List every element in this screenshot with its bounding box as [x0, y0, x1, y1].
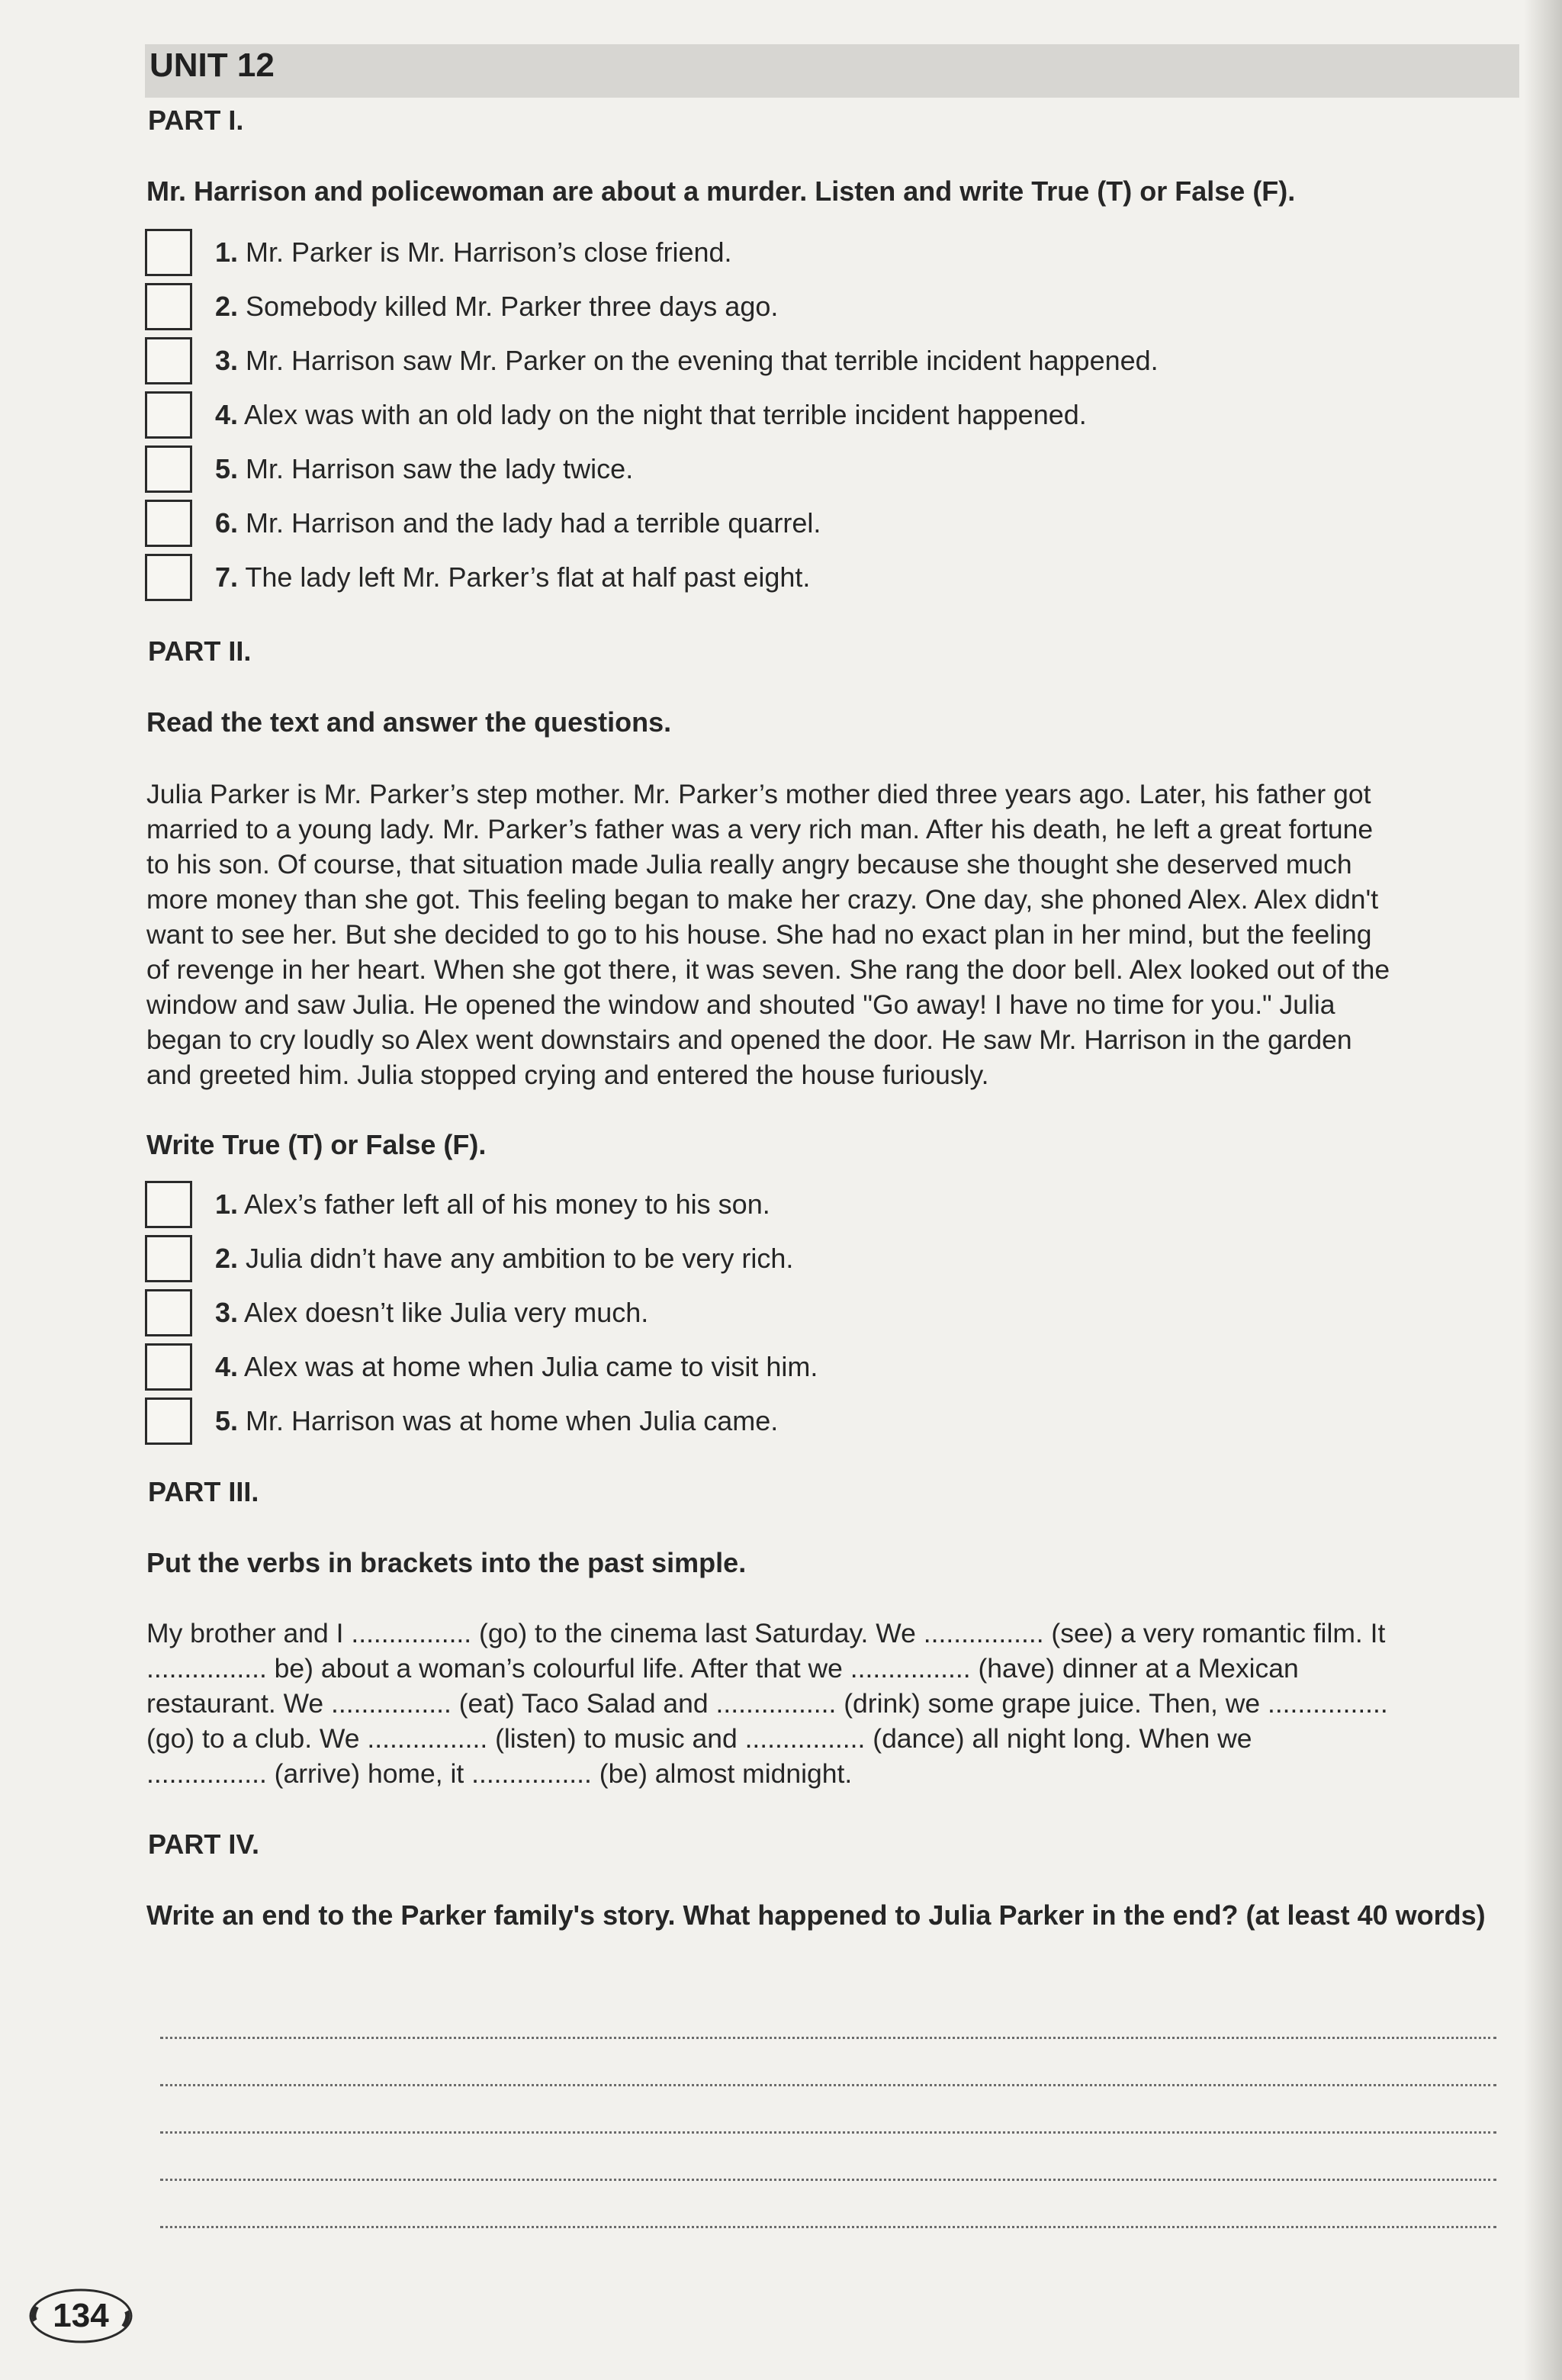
statement-number: 4.	[215, 399, 239, 430]
statement-number: 2.	[215, 1243, 239, 1274]
statement-text	[215, 1295, 648, 1330]
answer-writing-line[interactable]	[160, 2037, 1496, 2039]
statement-body: Alex was with an old lady on the night that terrible incident happened.	[238, 399, 1087, 430]
passage-line: began to cry loudly so Alex went downstairs and opened the door. He saw Mr. Harrison in the garden	[146, 1024, 1352, 1055]
statement-number: 1.	[215, 236, 239, 268]
part-2-heading: PART II.	[148, 635, 252, 667]
statement-number: 5.	[215, 1405, 239, 1436]
statement-number: 1.	[215, 1188, 239, 1220]
page-number: 134	[53, 2297, 109, 2334]
answer-checkbox[interactable]	[145, 1343, 192, 1391]
statement-text	[215, 560, 810, 595]
statement-number: 6.	[215, 507, 239, 539]
passage-line: to his son. Of course, that situation made Julia really angry because she thought she deserved much	[146, 849, 1352, 880]
statement-text	[215, 1349, 818, 1385]
answer-writing-line[interactable]	[160, 2226, 1496, 2228]
statement-text	[215, 289, 778, 324]
gap-fill-line: ................ be) about a woman’s colourful life. After that we ................ (have) dinner at a Mexican	[146, 1653, 1299, 1684]
answer-checkbox[interactable]	[145, 337, 192, 384]
answer-checkbox[interactable]	[145, 1235, 192, 1282]
statement-number: 3.	[215, 1297, 239, 1328]
gap-fill-line: restaurant. We ................ (eat) Taco Salad and ................ (drink) some grape juice. Then, we ................	[146, 1688, 1388, 1719]
statement-number: 3.	[215, 345, 239, 376]
gap-fill-line: My brother and I ................ (go) to the cinema last Saturday. We ................ (see) a very romantic film. It	[146, 1618, 1386, 1648]
statement-text	[215, 235, 732, 270]
part-1-heading: PART I.	[148, 105, 244, 136]
part-4-heading: PART IV.	[148, 1828, 260, 1860]
answer-writing-line[interactable]	[160, 2179, 1496, 2181]
statement-body: Mr. Harrison saw Mr. Parker on the evening that terrible incident happened.	[238, 345, 1159, 376]
passage-line: married to a young lady. Mr. Parker’s father was a very rich man. After his death, he left a great fortune	[146, 814, 1374, 844]
answer-writing-line[interactable]	[160, 2084, 1496, 2086]
statement-text	[215, 506, 821, 541]
passage-line: more money than she got. This feeling began to make her crazy. One day, she phoned Alex. Alex didn't	[146, 884, 1379, 915]
gap-fill-line: (go) to a club. We ................ (listen) to music and ................ (dance) all night long. When we	[146, 1723, 1252, 1754]
statement-body: Mr. Harrison saw the lady twice.	[238, 453, 634, 484]
statement-body: Mr. Parker is Mr. Harrison’s close friend.	[238, 236, 732, 268]
part-4-instruction: Write an end to the Parker family's story. What happened to Julia Parker in the end? (at least 40 words)	[146, 1899, 1486, 1931]
part-1-instruction: Mr. Harrison and policewoman are about a murder. Listen and write True (T) or False (F).	[146, 175, 1296, 207]
statement-body: Mr. Harrison and the lady had a terrible quarrel.	[238, 507, 821, 539]
statement-text	[215, 397, 1087, 433]
answer-checkbox[interactable]	[145, 500, 192, 547]
answer-checkbox[interactable]	[145, 1289, 192, 1336]
statement-body: Somebody killed Mr. Parker three days ago.	[238, 291, 779, 322]
statement-body: The lady left Mr. Parker’s flat at half past eight.	[238, 561, 811, 593]
statement-body: Alex’s father left all of his money to his son.	[238, 1188, 770, 1220]
answer-checkbox[interactable]	[145, 229, 192, 276]
statement-number: 7.	[215, 561, 239, 593]
passage-line: of revenge in her heart. When she got there, it was seven. She rang the door bell. Alex looked out of the	[146, 954, 1390, 985]
answer-checkbox[interactable]	[145, 283, 192, 330]
reading-passage	[146, 777, 1519, 1092]
answer-checkbox[interactable]	[145, 1397, 192, 1445]
passage-line: want to see her. But she decided to go to his house. She had no exact plan in her mind, but the feeling	[146, 919, 1372, 950]
page-number-badge	[27, 2287, 134, 2345]
unit-header-bar	[145, 44, 1519, 98]
statement-text	[215, 452, 633, 487]
passage-line: window and saw Julia. He opened the window and shouted "Go away! I have no time for you." Julia	[146, 989, 1335, 1020]
gap-fill-line: ................ (arrive) home, it ................ (be) almost midnight.	[146, 1758, 853, 1789]
statement-body: Alex was at home when Julia came to visit him.	[238, 1351, 818, 1382]
answer-checkbox[interactable]	[145, 445, 192, 493]
statement-body: Mr. Harrison was at home when Julia came.	[238, 1405, 779, 1436]
answer-writing-line[interactable]	[160, 2131, 1496, 2134]
answer-checkbox[interactable]	[145, 391, 192, 439]
statement-body: Alex doesn’t like Julia very much.	[238, 1297, 649, 1328]
statement-number: 4.	[215, 1351, 239, 1382]
part-2-tf-instruction: Write True (T) or False (F).	[146, 1129, 487, 1160]
statement-number: 5.	[215, 453, 239, 484]
statement-number: 2.	[215, 291, 239, 322]
gap-fill-text	[146, 1616, 1519, 1791]
unit-title: UNIT 12	[149, 47, 275, 84]
passage-line: Julia Parker is Mr. Parker’s step mother. Mr. Parker’s mother died three years ago. Later, his father got	[146, 779, 1371, 809]
book-spine-shadow	[1524, 0, 1562, 2380]
part-2-instruction: Read the text and answer the questions.	[146, 706, 672, 738]
part-3-instruction: Put the verbs in brackets into the past simple.	[146, 1547, 747, 1578]
statement-text	[215, 1187, 770, 1222]
answer-checkbox[interactable]	[145, 554, 192, 601]
answer-checkbox[interactable]	[145, 1181, 192, 1228]
statement-body: Julia didn’t have any ambition to be very rich.	[238, 1243, 794, 1274]
statement-text	[215, 343, 1159, 378]
part-3-heading: PART III.	[148, 1476, 259, 1507]
statement-text	[215, 1404, 778, 1439]
passage-line: and greeted him. Julia stopped crying and entered the house furiously.	[146, 1060, 989, 1090]
statement-text	[215, 1241, 793, 1276]
